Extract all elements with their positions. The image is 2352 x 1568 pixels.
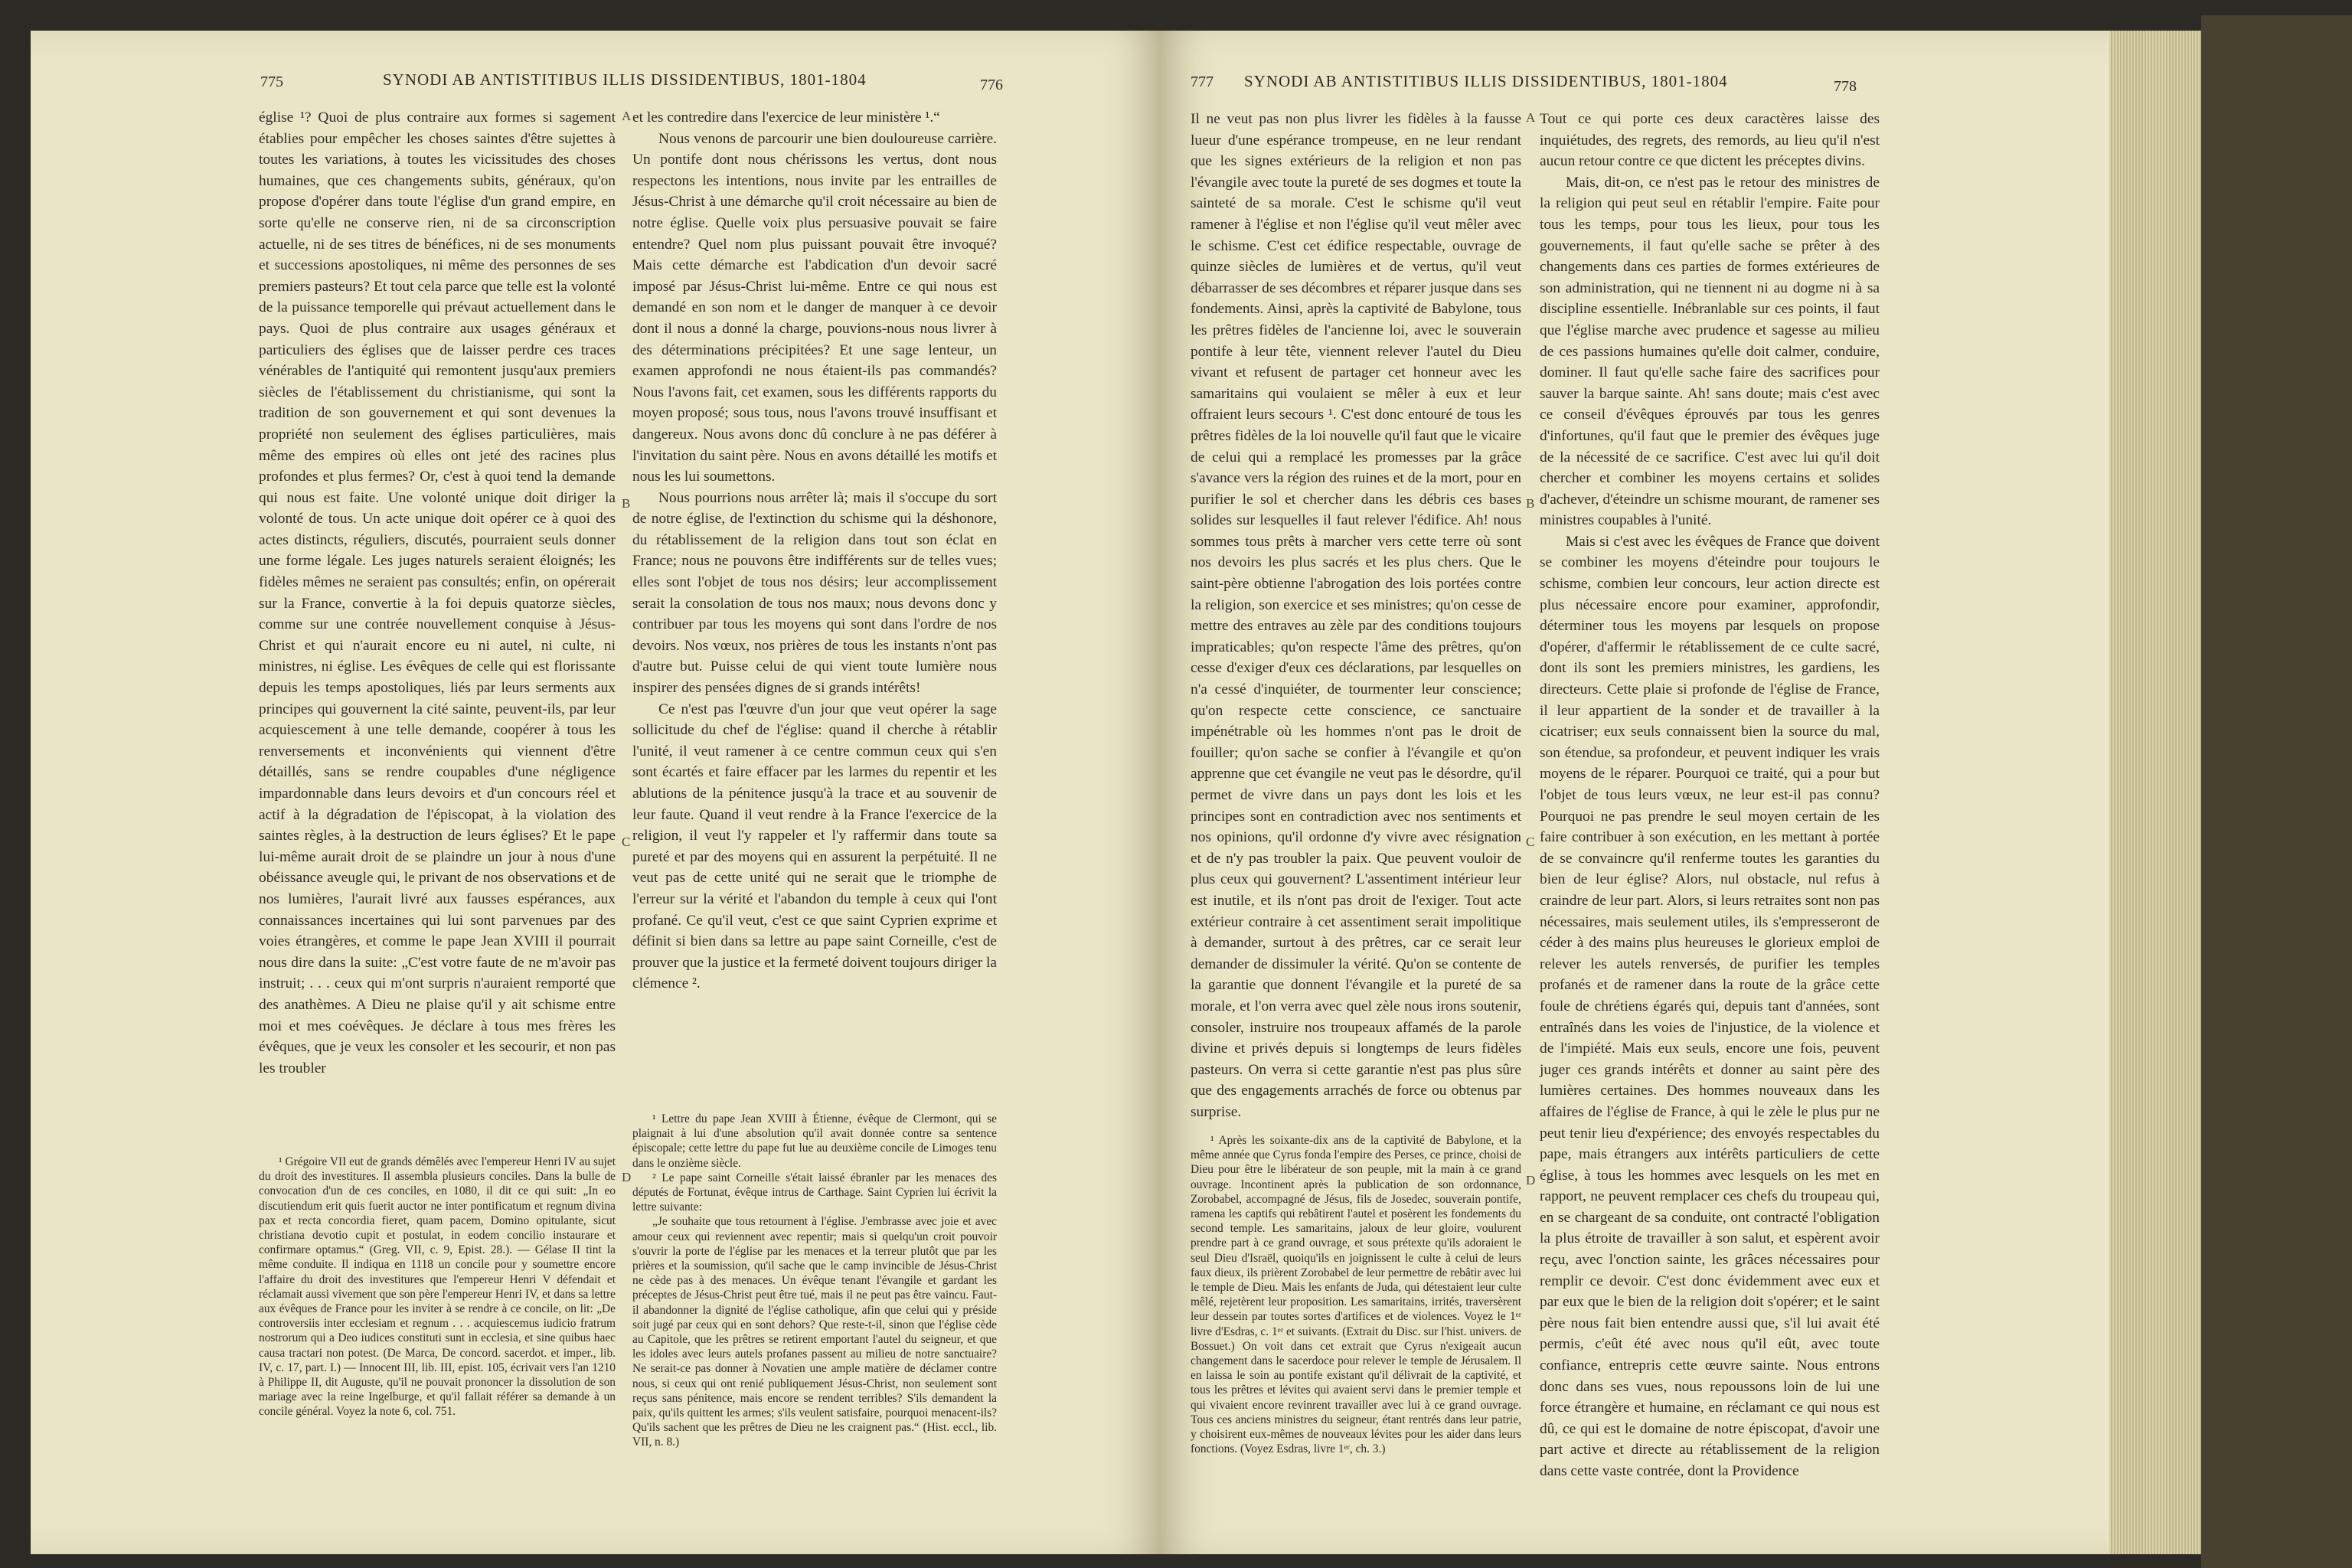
paragraph: Tout ce qui porte ces deux caractères laisse des inquiétudes, des regrets, des remords, au lieu qu'il n'est aucun retour contre ce que dictent les préceptes divins. <box>1540 111 1880 170</box>
margin-letter-a-left: A <box>622 109 632 123</box>
column-776 <box>632 107 997 995</box>
running-head-left: SYNODI AB ANTISTITIBUS ILLIS DISSIDENTIBUS, 1801-1804 <box>383 70 867 89</box>
column-777 <box>1191 109 1521 1123</box>
margin-letter-d-left: D <box>622 1170 632 1184</box>
page-number-776: 776 <box>980 77 1003 93</box>
footnote: ¹ Lettre du pape Jean XVIII à Étienne, évêque de Clermont, qui se plaignait à lui d'une absolution qu'il avait donnée contre sa sentence épiscopale; cette lettre du pape fut lue au deuxième concile de Limoges tenu dans le onzième siècle. <box>632 1112 997 1170</box>
margin-letter-b-right: B <box>1526 496 1535 511</box>
margin-letter-d-right: D <box>1526 1173 1536 1187</box>
footnote: ¹ Grégoire VII eut de grands démêlés avec l'empereur Henri IV au sujet du droit des investitures. Il assembla plusieurs conciles. Dans la bulle de convocation d'un de ces conciles, en 1080, il dit ce qui suit: „In eo discutiendum erit quis fuerit auctor ne inter pontificatum et regnum divina pax et recta concordia fieret, quam pacem, Domino opitulante, sicut christiana devotio cupit et postulat, in eodem concilio instaurare et confirmare optamus.“ (Greg. VII, c. 9, Epist. 28.). — Gélase II tint la même conduite. Il indiqua en 1118 un concile pour y soumettre encore l'affaire du droit des investitures que l'empereur Henri V défendait et réclamait aussi vivement que son père l'empereur Henri IV, et dans sa lettre aux évêques de France pour les inviter à se rendre à ce concile, on lit: „De controversiis inter ecclesiam et regnum . . . acquiescemus iudicio fratrum nostrorum qui a Deo iudices constituti sunt in ecclesia, et sine quibus haec causa tractari non potest. (De Marca, De concord. sacerdot. et imper., lib. IV, c. 17, part. I.) — Innocent III, lib. III, epist. 105, écrivait vers l'an 1210 à Philippe II, dit Auguste, qu'il ne pouvait prononcer la dissolution de son mariage avec la reine Ingelburge, et qu'il fallait référer sa demande à un concile général. Voyez la note 6, col. 751. <box>259 1155 616 1419</box>
paragraph: église ¹? Quoi de plus contraire aux formes si sagement établies pour empêcher les choses saintes d'être sujettes à toutes les variations, à toutes les vicissitudes des choses humaines, que ces changements subits, généraux, qu'on propose d'opérer dans toute l'église d'un grand empire, en sorte qu'elle ne conserve rien, ni de sa circonscription actuelle, ni de ses titres de bénéfices, ni de ses monuments et successions apostoliques, ni même des personnes de ses premiers pasteurs? Et tout cela parce que telle est la volonté de la puissance temporelle qui prévaut actuellement dans le pays. Quoi de plus contraire aux usages généraux et particuliers des églises que de laisser perdre ces traces vénérables de l'antiquité qui remontent jusqu'aux premiers siècles de l'établissement du christianisme, qui sont la tradition de son gouvernement et qui sont devenues la propriété non seulement des églises particulières, mais même des empires où elles ont jeté des racines plus profondes et plus fermes? Or, c'est à quoi tend la demande qui nous est faite. Une volonté unique doit diriger la volonté de tous. Un acte unique doit opérer ce à quoi des actes distincts, réguliers, discutés, pourraient seuls donner une forme légale. Les juges naturels seraient éloignés; les fidèles mêmes ne seraient pas consultés; enfin, on opérerait sur la France, convertie à la foi depuis quatorze siècles, comme sur une contrée nouvellement conquise à Jésus-Christ et qui n'aurait encore eu ni autel, ni culte, ni ministres, ni église. Les évêques de celle qui est florissante depuis les temps apostoliques, liés par leurs serments aux principes qui gouvernent la cité sainte, peuvent-ils, par leur acquiescement à une telle demande, coopérer à tous les renversements et inconvénients qui viennent d'être détaillés, sans se rendre coupables d'une négligence impardonnable dans leurs devoirs et d'un concours réel et actif à la dégradation de l'épiscopat, à la violation des saintes règles, à la destruction de leurs églises? Et le pape lui-même aurait droit de se plaindre un jour à nous d'une obéissance aveugle qui, le privant de nos observations et de nos lumières, l'aurait livré aux fausses espérances, aux connaissances incertaines qui lui sont parvenues par des voies étrangères, et comme le pape Jean XVIII il pourrait nous dire dans la suite: „C'est votre faute de ne m'avoir pas instruit; . . . ceux qui m'ont surpris n'auraient remporté que des anathèmes. A Dieu ne plaise qu'il y ait schisme entre moi et mes coévêques. Je déclare à tous mes frères les évêques, que je veux les consoler et les secourir, et non pas les troubler <box>259 109 616 1076</box>
footnotes-776 <box>632 1112 997 1450</box>
paragraph: Nous pourrions nous arrêter là; mais il s'occupe du sort de notre église, de l'extinction du schisme qui la déshonore, du rétablissement de la religion dans tout son éclat en France; nous ne pouvons être indifférents sur de telles vues; elles sont l'objet de tous nos désirs; leur accomplissement serait la consolation de tous nos maux; nous devons donc y contribuer par tous les moyens qui sont dans l'ordre de nos devoirs. Nos vœux, nos prières de tous les instants n'ont pas d'autre but. Puisse celui de qui vient toute lumière nous inspirer des pensées dignes de si grands intérêts! <box>632 489 997 697</box>
running-head-right: SYNODI AB ANTISTITIBUS ILLIS DISSIDENTIBUS, 1801-1804 <box>1244 72 1728 90</box>
page-number-775: 775 <box>260 74 283 90</box>
margin-letter-a-right: A <box>1526 110 1536 125</box>
footnote: ¹ Après les soixante-dix ans de la captivité de Babylone, et la même année que Cyrus fonda l'empire des Perses, ce prince, choisi de Dieu pour être le libérateur de son peuple, mit la main à ce grand ouvrage. Incontinent après la publication de son ordonnance, Zorobabel, accompagné de Jésus, fils de Josedec, souverain pontife, ramena les captifs qui rebâtirent l'autel et posèrent les fondements du second temple. Les samaritains, jaloux de leur gloire, voulurent prendre part à ce grand ouvrage, et sous prétexte qu'ils adoraient le seul Dieu d'Israël, quoiqu'ils en joignissent le culte à celui de leurs faux dieux, ils prièrent Zorobabel de leur permettre de rebâtir avec lui le temple de Dieu. Mais les enfants de Juda, qui détestaient leur culte mêlé, rejetèrent leur proposition. Les samaritains, irrités, traversèrent leur dessein par toutes sortes d'artifices et de violences. Voyez le 1ᵉʳ livre d'Esdras, c. 1ᵉʳ et suivants. (Extrait du Disc. sur l'hist. univers. de Bossuet.) On voit dans cet extrait que Cyrus n'exigeait aucun changement dans le sacerdoce pour relever le temple de Jérusalem. Il en laissa le soin au pontife existant qu'il délivrait de la captivité, et tous les prêtres et lévites qui avaient servi dans le premier temple et qui vivaient encore revinrent travailler avec lui à ce grand ouvrage. Tous ces anciens ministres du seigneur, étant rentrés dans leur patrie, y choisirent eux-mêmes de nouveaux lévites pour les aider dans leurs fonctions. (Voyez Esdras, livre 1ᵉʳ, ch. 3.) <box>1191 1134 1521 1456</box>
footnotes-777 <box>1191 1133 1521 1456</box>
right-page <box>1160 31 2109 1554</box>
book-cover-edge <box>2201 15 2352 1568</box>
margin-letter-b-left: B <box>622 496 631 511</box>
left-page <box>31 31 1160 1554</box>
page-number-777: 777 <box>1191 74 1214 90</box>
footnotes-775 <box>259 1155 616 1419</box>
footnote: ² Le pape saint Corneille s'était laissé ébranler par les menaces des députés de Fortunat, évêque intrus de Carthage. Saint Cyprien lui écrivit la lettre suivante: <box>632 1171 997 1214</box>
footnote: „Je souhaite que tous retournent à l'église. J'embrasse avec joie et avec amour ceux qui reviennent avec repentir; mais si quelqu'un croit pouvoir s'ouvrir la porte de l'église par les menaces et la terreur plutôt que par les prières et la soumission, qu'il sache que le camp invincible de Jésus-Christ ne cède pas à des menaces. Un évêque tenant l'évangile et gardant les préceptes de Jésus-Christ peut être tué, mais il ne peut pas être vaincu. Faut-il abandonner la dignité de l'église catholique, afin que celui qui y préside soit jugé par ceux qui en sont dehors? Que reste-t-il, sinon que l'église cède au Capitole, que les prêtres se retirent emportant l'autel du seigneur, et que les idoles avec leurs autels profanes passent au milieu de notre sanctuaire? Ne serait-ce pas donner à Novatien une ample matière de déclamer contre nous, si ceux qui ont renié publiquement Jésus-Christ, non seulement sont reçus sans pénitence, mais encore se rendent terribles? S'ils demandent la paix, qu'ils quittent les armes; s'ils veulent satisfaire, pourquoi menacent-ils? Qu'ils sachent que les prêtres de Dieu ne les craignent pas.“ (Hist. eccl., lib. VII, n. 8.) <box>632 1215 997 1449</box>
paragraph: Ce n'est pas l'œuvre d'un jour que veut opérer la sage sollicitude du chef de l'église: quand il cherche à rétablir l'unité, il veut ramener à ce centre commun ceux qui s'en sont écartés et faire effacer par les larmes du repentir et les ablutions de la pénitence jusqu'à la trace et au souvenir de leur faute. Quand il veut rendre à la France l'exercice de la religion, il veut l'y rappeler et l'y raffermir dans toute sa pureté et par des moyens qui en assurent la perpétuité. Il ne veut pas de cette unité qui ne serait que le triomphe de l'erreur sur la vérité et l'abandon du temple à ceux qui l'ont profané. Ce qu'il veut, c'est ce que saint Cyprien exprime et définit si bien dans sa lettre au pape saint Corneille, c'est de prouver que la justice et la fermeté doivent toujours diriger la clémence ². <box>632 701 997 992</box>
paragraph: Il ne veut pas non plus livrer les fidèles à la fausse lueur d'une espérance trompeuse, en ne leur rendant que les signes extérieurs de la religion et non pas l'évangile avec toute la pureté de ses dogmes et toute la sainteté de sa morale. C'est le schisme qu'il veut ramener à l'église et non l'église qu'il veut mêler avec le schisme. C'est cet édifice respectable, ouvrage de quinze siècles de lumières et de vertus, qu'il veut débarrasser de ses décombres et réparer jusque dans ses fondements. Ainsi, après la captivité de Babylone, tous les prêtres fidèles de l'ancienne loi, avec le souverain pontife à leur tête, viennent relever l'autel du Dieu vivant et refusent de partager cet honneur avec les samaritains qui voulaient se mêler à eux et leur offraient leurs secours ¹. C'est donc entouré de tous les prêtres fidèles de la loi nouvelle qu'il faut que le vicaire de celui qui a remplacé les promesses par la grâce s'avance vers la région des ruines et de la mort, pour en purifier le sol et chercher dans les débris ces bases solides sur lesquelles il faut relever l'édifice. Ah! nous sommes tous prêts à marcher vers cette terre où sont nos devoirs les plus sacrés et les plus chers. Que le saint-père obtienne l'abrogation des lois portées contre la religion, son exercice et ses ministres; qu'on cesse de mettre des entraves au zèle par des conditions toujours impraticables; qu'on respecte l'âme des prêtres, qu'on cesse d'exiger d'eux ces déclarations, par lesquelles on n'a cessé d'inquiéter, de tourmenter leur conscience; qu'on respecte cette conscience, ce sanctuaire impénétrable où les hommes n'ont pas le droit de fouiller; qu'on sache se confier à l'évangile et qu'on apprenne que cet évangile ne veut pas le désordre, qu'il permet de vivre dans un pays dont les lois et les principes sont en contradiction avec nos sentiments et nos opinions, qu'il ordonne d'y vivre avec résignation et de n'y pas troubler la paix. Que peuvent vouloir de plus ceux qui gouvernent? L'assentiment intérieur leur est inutile, et ils n'ont pas droit de l'exiger. Tout acte extérieur contraire à cet assentiment serait impolitique à demander, surtout à des prêtres, car ce serait leur demander de dissimuler la vérité. Qu'on se contente de la garantie que donnent l'évangile et la pureté de sa morale, et l'on verra avec quel zèle nous irons soutenir, consoler, instruire nos troupeaux affamés de la parole divine et privés depuis si longtemps de leurs fidèles pasteurs. On verra si cette garantie n'est pas plus sûre que des engagements arrachés de force ou obtenus par surprise. <box>1191 111 1521 1120</box>
page-number-778: 778 <box>1834 78 1857 95</box>
paragraph: Nous venons de parcourir une bien douloureuse carrière. Un pontife dont nous chérissons les vertus, dont nous respectons les intentions, nous invite par les entrailles de Jésus-Christ à une démarche qu'il croit nécessaire au bien de notre église. Quelle voix plus persuasive pouvait se faire entendre? Quel nom plus puissant pouvait être invoqué? Mais cette démarche est l'abdication d'un devoir sacré imposé par Jésus-Christ lui-même. Entre ce qui nous est demandé en son nom et le danger de manquer à ce devoir dont il nous a donné la charge, pouvions-nous nous livrer à des déterminations précipitées? Et une sage lenteur, un examen approfondi ne nous étaient-ils pas commandés? Nous l'avons fait, cet examen, sous les différents rapports du moyen proposé; sous tous, nous l'avons trouvé insuffisant et dangereux. Nous avons donc dû conclure à ne pas déférer à l'invitation du saint père. Nous en avons détaillé les motifs et nous les lui soumettons. <box>632 130 997 485</box>
margin-letter-c-left: C <box>622 835 631 849</box>
margin-letter-c-right: C <box>1526 835 1535 849</box>
paragraph: Mais si c'est avec les évêques de France que doivent se combiner les moyens d'éteindre pour toujours le schisme, combien leur concours, leur action directe est plus nécessaire encore pour examiner, approfondir, déterminer tous les moyens par lesquels on propose d'opérer, d'affermir le rétablissement de ce culte sacré, dont ils sont les premiers ministres, les gardiens, les directeurs. Cette plaie si profonde de l'église de France, il leur appartient de la sonder et de travailler à la cicatriser; eux seuls connaissent bien la source du mal, son étendue, sa profondeur, et peuvent indiquer les vrais moyens de le réparer. Pourquoi ce traité, qui a pour but l'objet de tous leurs vœux, ne leur est-il pas connu? Pourquoi ne pas prendre le seul moyen certain de les faire contribuer à son exécution, en les mettant à portée de se convaincre qu'il renferme toutes les garanties du bien de leur église? Alors, nul obstacle, nul refus à craindre de leur part. Alors, si leurs retraites sont non pas nécessaires, mais seulement utiles, ils s'empresseront de céder à des mains plus heureuses le glorieux emploi de relever les autels renversés, de purifier les temples profanés et de ramener dans la route de la grâce cette foule de chrétiens égarés qui, depuis tant d'années, sont entraînés dans les voies de l'injustice, de la violence et de l'impiété. Mais eux seuls, encore une fois, peuvent juger ces grands intérêts et donner au saint père des lumières certaines. Des hommes nouveaux dans les affaires de l'église de France, à qui le zèle le plus pur ne peut tenir lieu d'expérience; des envoyés respectables du pape, mais étrangers aux intérêts particuliers de cette église, à tous les hommes avec lesquels on les met en rapport, ne peuvent remplacer ces chefs du troupeau qui, en se chargeant de sa conduite, ont contracté l'obligation la plus étroite de travailler à son salut, et espèrent avoir reçu, avec l'onction sainte, les grâces nécessaires pour remplir ce devoir. C'est donc évidemment avec eux et par eux que le bien de la religion doit s'opérer; et le saint père nous fait bien entendre aussi que, s'il lui avait été permis, c'eût été avec nous qu'il eût, avec toute confiance, entrepris cette œuvre sainte. Nous entrons donc dans ses vues, nous repoussons loin de lui une force étrangère et humaine, en réclamant ce qui nous est dû, ce qui est le domaine de notre épiscopat, d'avoir une part active et directe au rétablissement de la religion dans cette vaste contrée, dont la Providence <box>1540 533 1880 1479</box>
paragraph: et les contredire dans l'exercice de leur ministère ¹.“ <box>632 109 940 126</box>
column-775 <box>259 107 616 1079</box>
column-778 <box>1540 109 1880 1482</box>
paragraph: Mais, dit-on, ce n'est pas le retour des ministres de la religion qui peut seul en rétablir l'empire. Faite pour tous les temps, pour tous les lieux, pour tous les gouvernements, il faut qu'elle sache se prêter à des changements dans ces parties de formes extérieures de son administration, qui ne tiennent ni au dogme ni à sa discipline essentielle. Inébranlable sur ces points, il faut que l'église marche avec prudence et sagesse au milieu de ces passions humaines qu'elle doit calmer, conduire, dominer. Il faut qu'elle sache faire des sacrifices pour sauver la barque sainte. Ah! sans doute; mais c'est avec ce conseil d'évêques éprouvés par tous les genres d'infortunes, qu'il faut que le premier des évêques juge de la nécessité de ce sacrifice. C'est avec lui qu'il doit chercher et combiner les moyens certains et solides d'achever, d'éteindre un schisme mourant, de ramener ses ministres coupables à l'unité. <box>1540 174 1880 529</box>
page-edges <box>2109 31 2201 1554</box>
